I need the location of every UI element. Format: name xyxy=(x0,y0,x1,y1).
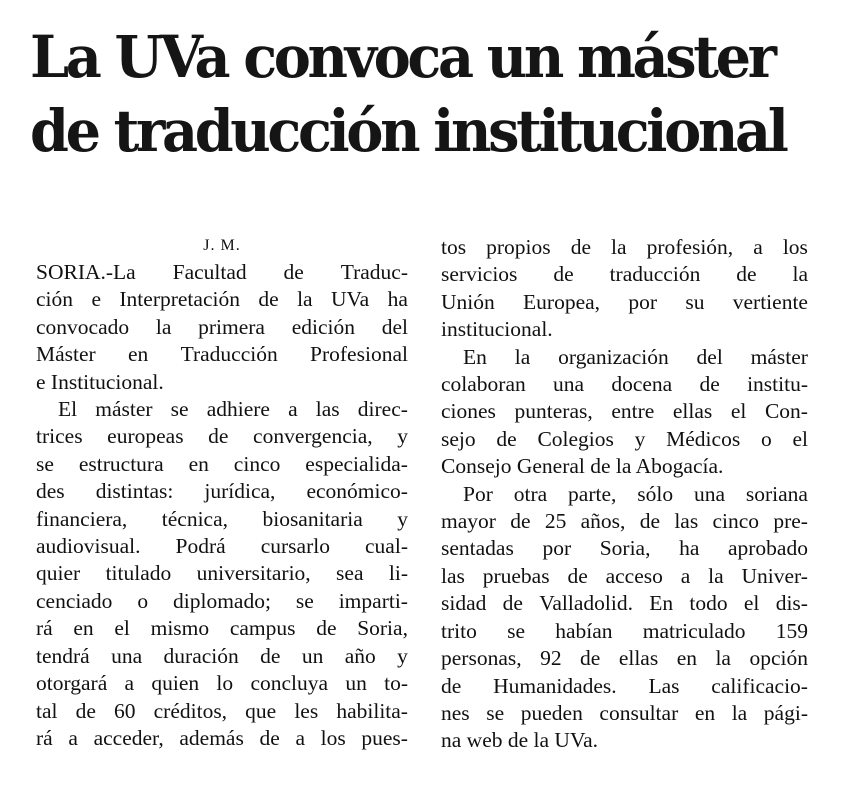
text-line: colaboran una docena de institu- xyxy=(441,372,808,397)
text-line: las pruebas de acceso a la Univer- xyxy=(441,563,808,588)
headline-line-2: de traducción institucional xyxy=(30,97,786,165)
text-line: SORIA.-La Facultad de Traduc- xyxy=(36,260,408,284)
right-column-body xyxy=(441,234,808,755)
text-line: Consejo General de la Abogacía. xyxy=(441,454,724,479)
text-line: servicios de traducción de la xyxy=(441,262,808,287)
text-line: des distintas: jurídica, económico- xyxy=(36,479,408,504)
text-line: nes se pueden consultar en la pági- xyxy=(441,700,808,725)
text-line: financiera, técnica, biosanitaria y xyxy=(36,506,408,531)
text-line: audiovisual. Podrá cursarlo cual- xyxy=(36,534,408,559)
text-line: Máster en Traducción Profesional xyxy=(36,342,408,367)
right-column xyxy=(441,234,808,755)
text-line: tos propios de la profesión, a los xyxy=(441,235,808,259)
text-line: rá en el mismo campus de Soria, xyxy=(36,616,408,641)
text-line: Unión Europea, por su vertiente xyxy=(441,289,808,314)
byline: J. M. xyxy=(203,237,241,254)
text-line: se estructura en cinco especialida- xyxy=(36,451,408,476)
text-line: trices europeas de convergencia, y xyxy=(36,424,408,449)
text-line: na web de la UVa. xyxy=(441,728,599,753)
text-line: El máster se adhiere a las direc- xyxy=(58,397,408,422)
text-line: otorgará a quien lo concluya un to- xyxy=(36,671,408,696)
text-line: institucional. xyxy=(441,317,553,342)
text-line: trito se habían matriculado 159 xyxy=(441,618,808,643)
text-line: e Institucional. xyxy=(36,369,164,394)
text-line: convocado la primera edición del xyxy=(36,314,408,339)
text-line: tendrá una duración de un año y xyxy=(36,643,408,668)
text-line: sentadas por Soria, ha aprobado xyxy=(441,536,808,561)
text-line: quier titulado universitario, sea li- xyxy=(36,561,408,586)
text-line: Por otra parte, sólo una soriana xyxy=(463,481,808,506)
text-line: de Humanidades. Las calificacio- xyxy=(441,673,808,698)
text-line: En la organización del máster xyxy=(463,344,808,369)
text-line: ción e Interpretación de la UVa ha xyxy=(36,287,408,312)
left-column xyxy=(36,232,408,752)
text-line: tal de 60 créditos, que les habilita- xyxy=(36,698,408,723)
headline xyxy=(30,20,830,168)
text-line: ciones punteras, entre ellas el Con- xyxy=(441,399,808,424)
text-line: mayor de 25 años, de las cinco pre- xyxy=(441,509,808,534)
text-line: sidad de Valladolid. En todo el dis- xyxy=(441,591,808,616)
text-line: sejo de Colegios y Médicos o el xyxy=(441,426,808,451)
left-column-body xyxy=(36,259,408,752)
text-line: personas, 92 de ellas en la opción xyxy=(441,646,808,671)
text-line: rá a acceder, además de a los pues- xyxy=(36,725,408,750)
headline-line-1: La UVa convoca un máster xyxy=(30,23,774,91)
text-line: cenciado o diplomado; se imparti- xyxy=(36,588,408,613)
